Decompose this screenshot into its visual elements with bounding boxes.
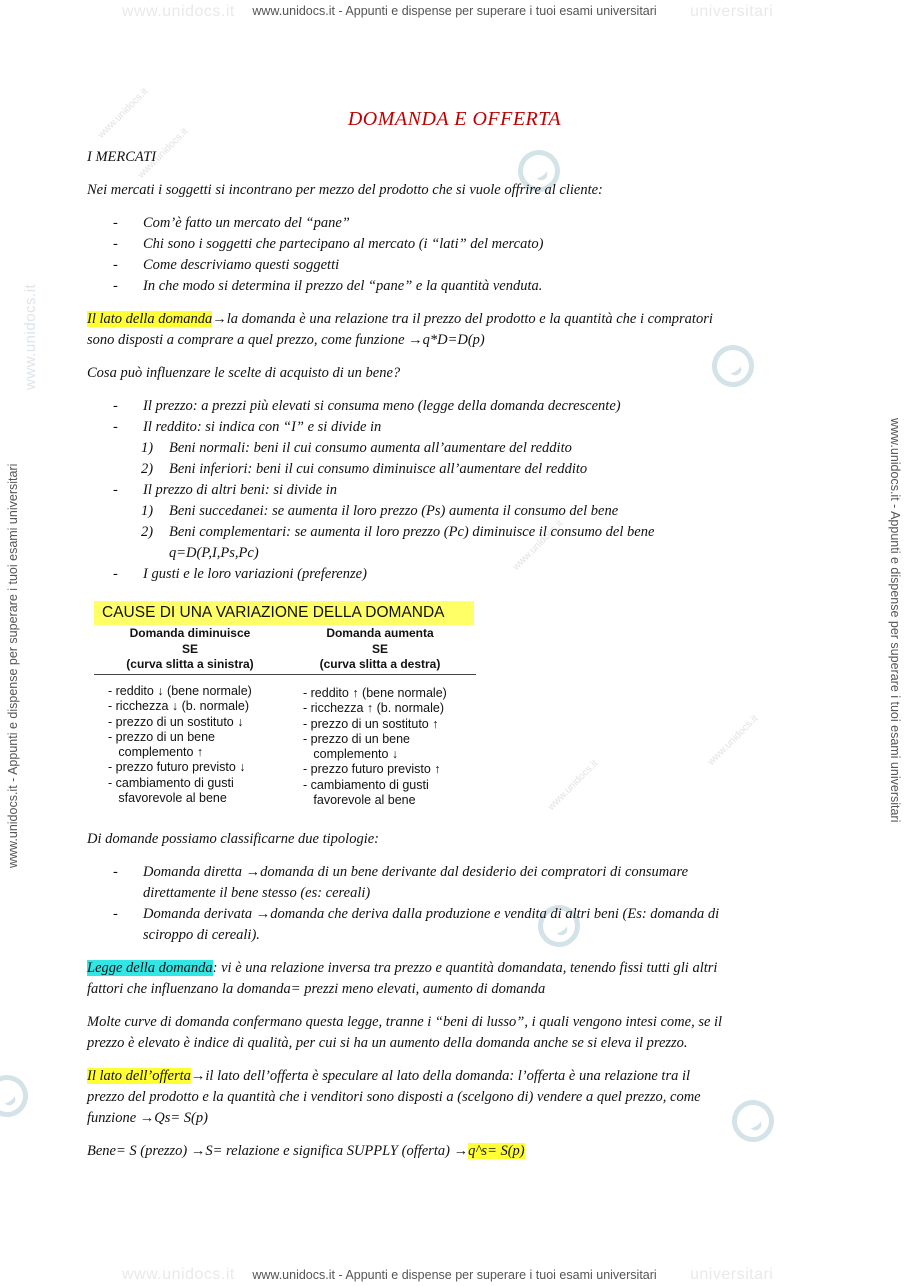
supply-formula: Bene= S (prezzo) →S= relazione e significa SUPPLY (offerta) →q^s= S(p) bbox=[87, 1143, 525, 1159]
law-paragraph: Legge della domanda: vi è una relazione inversa tra prezzo e quantità domandata, tenendo fissi tutti gli altri bbox=[87, 960, 718, 976]
law-label: Legge della domanda bbox=[87, 960, 213, 976]
question-paragraph: Cosa può influenzare le scelte di acquisto di un bene? bbox=[87, 365, 401, 381]
ghost-watermark-bottom-right: universitari bbox=[690, 1266, 774, 1283]
supply-formula-highlight: q^s= S(p) bbox=[468, 1143, 525, 1159]
numbered-item: 1) Beni succedanei: se aumenta il loro prezzo (Ps) aumenta il consumo del bene bbox=[141, 503, 619, 519]
list-item: - Come descriviamo questi soggetti bbox=[113, 257, 340, 273]
ghost-watermark-bottom-left: www.unidocs.it bbox=[122, 1266, 235, 1283]
diagonal-watermark: www.unidocs.it bbox=[705, 713, 761, 768]
diagonal-watermark: www.unidocs.it bbox=[545, 758, 601, 813]
list-item: - Il reddito: si indica con “I” e si divide in bbox=[113, 419, 382, 435]
causes-table-title: CAUSE DI UNA VARIAZIONE DELLA DOMANDA bbox=[94, 601, 474, 625]
intro-paragraph: Nei mercati i soggetti si incontrano per mezzo del prodotto che si vuole offrire al cliente: bbox=[87, 182, 603, 198]
list-item-cont: sciroppo di cereali). bbox=[143, 927, 260, 943]
table-divider bbox=[94, 674, 476, 675]
ghost-watermark-top-left: www.unidocs.it bbox=[122, 3, 235, 20]
supply-side-paragraph-cont: funzione →Qs= S(p) bbox=[87, 1110, 208, 1126]
section-heading: I MERCATI bbox=[87, 149, 157, 165]
numbered-item: 1) Beni normali: beni il cui consumo aumenta all’aumentare del reddito bbox=[141, 440, 572, 456]
list-item: - Il prezzo: a prezzi più elevati si consuma meno (legge della domanda decrescente) bbox=[113, 398, 621, 414]
list-item-cont: direttamente il bene stesso (es: cereali) bbox=[143, 885, 371, 901]
demand-side-paragraph-cont: sono disposti a comprare a quel prezzo, come funzione →q*D=D(p) bbox=[87, 332, 485, 348]
page-title: DOMANDA E OFFERTA bbox=[347, 108, 562, 130]
watermark-logo-icon bbox=[0, 1067, 36, 1125]
list-item: - Com’è fatto un mercato del “pane” bbox=[113, 215, 350, 231]
watermark-header: www.unidocs.it - Appunti e dispense per superare i tuoi esami universitari bbox=[252, 4, 657, 18]
numbered-item: 2) Beni complementari: se aumenta il loro prezzo (Pc) diminuisce il consumo del bene bbox=[141, 524, 655, 540]
diagonal-watermark: www.unidocs.it bbox=[135, 126, 191, 181]
list-item: - Domanda derivata →domanda che deriva dalla produzione e vendita di altri beni (Es: domanda di bbox=[113, 906, 720, 922]
list-item: - Domanda diretta →domanda di un bene derivante dal desiderio dei compratori di consumare bbox=[113, 864, 689, 880]
list-item: - Chi sono i soggetti che partecipano al mercato (i “lati” del mercato) bbox=[113, 236, 544, 252]
supply-side-paragraph-cont: prezzo del prodotto e la quantità che i venditori sono disposti a (scelgono di) vendere a quel prezzo, come bbox=[87, 1089, 701, 1105]
types-intro: Di domande possiamo classificarne due tipologie: bbox=[87, 831, 379, 847]
demand-formula: q=D(P,I,Ps,Pc) bbox=[169, 545, 259, 561]
right-column-list: - reddito ↑ (bene normale) - ricchezza ↑ (b. normale) - prezzo di un sostituto ↑ - prezzo di un bene complemento ↓ - prezzo futuro previsto ↑ - cambiamento di gusti favorevole al bene bbox=[303, 686, 447, 808]
watermark-right-vertical: www.unidocs.it - Appunti e dispense per superare i tuoi esami universitari bbox=[888, 418, 902, 823]
law-paragraph-cont: fattori che influenzano la domanda= prezzi meno elevati, aumento di domanda bbox=[87, 981, 546, 997]
demand-side-paragraph: Il lato della domanda→la domanda è una relazione tra il prezzo del prodotto e la quantità che i compratori bbox=[87, 311, 713, 327]
left-column-list: - reddito ↓ (bene normale) - ricchezza ↓ (b. normale) - prezzo di un sostituto ↓ - prezzo di un bene complemento ↑ - prezzo futuro previsto ↓ - cambiamento di gusti sfavorevole al bene bbox=[108, 684, 252, 806]
watermark-footer: www.unidocs.it - Appunti e dispense per superare i tuoi esami universitari bbox=[252, 1268, 657, 1282]
supply-side-label: Il lato dell’offerta bbox=[87, 1068, 191, 1084]
diagonal-watermark: www.unidocs.it bbox=[95, 86, 151, 141]
right-column-header: Domanda aumenta SE (curva slitta a destra) bbox=[319, 626, 441, 671]
list-item: - I gusti e le loro variazioni (preferenze) bbox=[113, 566, 367, 582]
list-item: - In che modo si determina il prezzo del “pane” e la quantità venduta. bbox=[113, 278, 543, 294]
list-item: - Il prezzo di altri beni: si divide in bbox=[113, 482, 337, 498]
ghost-watermark-top-right: universitari bbox=[690, 3, 774, 20]
ghost-watermark-left-vertical: www.unidocs.it bbox=[22, 283, 39, 390]
watermark-left-vertical: www.unidocs.it - Appunti e dispense per superare i tuoi esami universitari bbox=[6, 463, 20, 868]
diagonal-watermark: www.unidocs.it bbox=[510, 518, 566, 573]
numbered-item: 2) Beni inferiori: beni il cui consumo diminuisce all’aumentare del reddito bbox=[141, 461, 588, 477]
demand-side-label: Il lato della domanda bbox=[87, 311, 213, 327]
luxury-paragraph-cont: prezzo è elevato è indice di qualità, per cui si ha un aumento della domanda anche se si eleva il prezzo. bbox=[87, 1035, 688, 1051]
luxury-paragraph: Molte curve di domanda confermano questa legge, tranne i “beni di lusso”, i quali vengono intesi come, se il bbox=[87, 1014, 723, 1030]
left-column-header: Domanda diminuisce SE (curva slitta a sinistra) bbox=[126, 626, 254, 671]
supply-side-paragraph: Il lato dell’offerta→il lato dell’offerta è speculare al lato della domanda: l’offerta è una relazione tra il bbox=[87, 1068, 691, 1084]
